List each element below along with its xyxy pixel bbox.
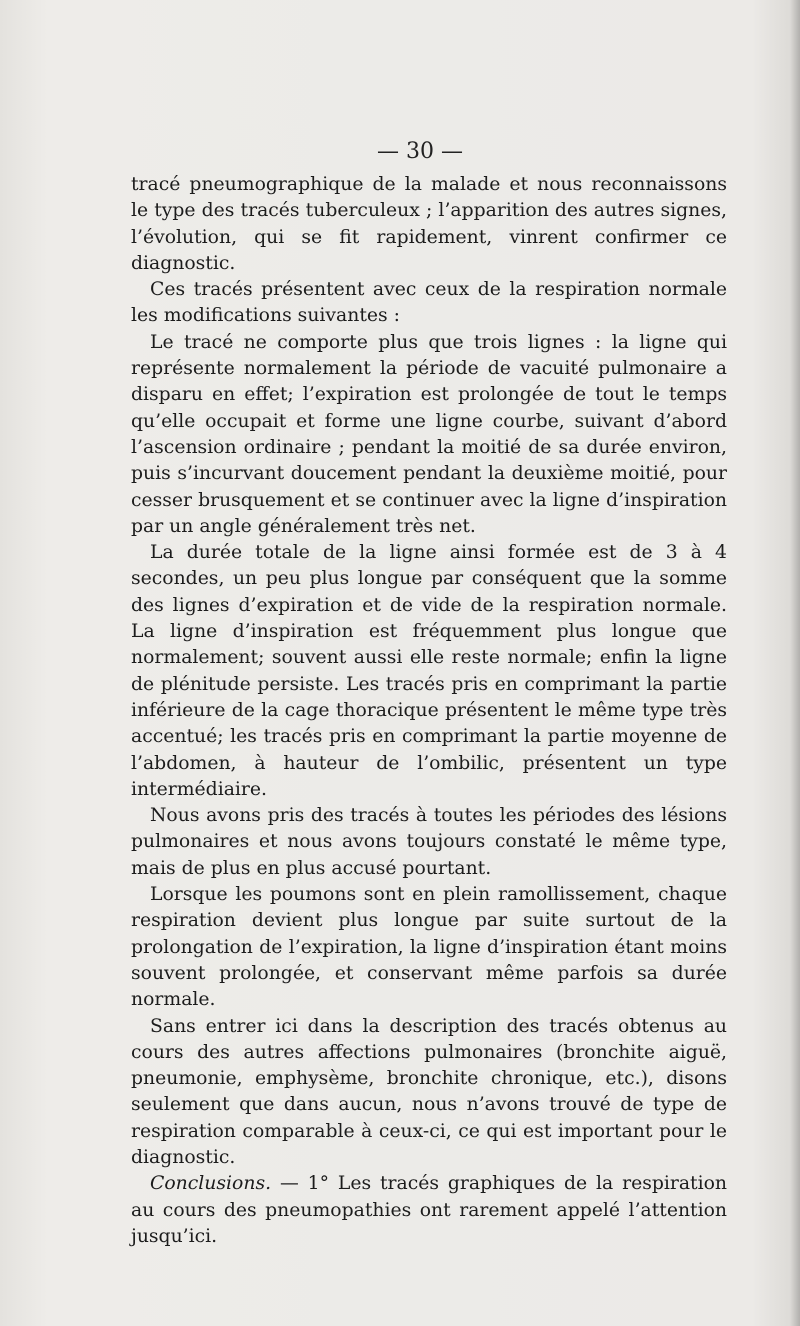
paragraph: Lorsque les poumons sont en plein ramollissement, chaque respiration devient plus longue par suite surtout de la prolongation de l’expiration, la ligne d’inspiration étant moins souvent prolongée, et conservant même parfois sa durée normale. [131, 884, 727, 1011]
paragraph: Ces tracés présentent avec ceux de la respiration normale les modifications suivantes : [131, 279, 727, 327]
page-number: — 30 — [377, 139, 463, 164]
conclusion-text: — 1° Les tracés graphiques de la respiration au cours des pneumopathies ont rarement appelé l’attention jusqu’ici. [131, 1173, 727, 1247]
conclusion-label: Conclusions. [150, 1173, 272, 1195]
paragraph-continuation: tracé pneumographique de la malade et nous reconnaissons le type des tracés tuberculeux ; l’apparition des autres signes, l’évolution, qui se fit rapidement, vinrent confirmer ce diagnostic. [131, 174, 727, 274]
conclusion-paragraph [131, 1171, 727, 1250]
body-text [131, 172, 727, 1250]
paragraph: La durée totale de la ligne ainsi formée est de 3 à 4 secondes, un peu plus longue par conséquent que la somme des lignes d’expiration et de vide de la respiration normale. La ligne d’inspiration est fréquemment plus longue que normalement; souvent aussi elle reste normale; enfin la ligne de plénitude persiste. Les tracés pris en comprimant la partie inférieure de la cage thoracique présentent le même type très accentué; les tracés pris en comprimant la partie moyenne de l’abdomen, à hauteur de l’ombilic, présentent un type intermédiaire. [131, 542, 727, 800]
paragraph: Le tracé ne comporte plus que trois lignes : la ligne qui représente normalement la période de vacuité pulmonaire a disparu en effet; l’expiration est prolongée de tout le temps qu’elle occupait et forme une ligne courbe, suivant d’abord l’ascension ordinaire ; pendant la moitié de sa durée environ, puis s’incurvant doucement pendant la deuxième moitié, pour cesser brusquement et se continuer avec la ligne d’inspiration par un angle généralement très net. [131, 331, 727, 537]
paragraph: Nous avons pris des tracés à toutes les périodes des lésions pulmonaires et nous avons toujours constaté le même type, mais de plus en plus accusé pourtant. [131, 805, 727, 879]
page-shadow-edge [790, 0, 800, 1326]
paragraph: Sans entrer ici dans la description des tracés obtenus au cours des autres affections pulmonaires (bronchite aiguë, pneumonie, emphysème, bronchite chronique, etc.), disons seulement que dans aucun, nous n’avons trouvé de type de respiration comparable à ceux-ci, ce qui est important pour le diagnostic. [131, 1015, 727, 1168]
